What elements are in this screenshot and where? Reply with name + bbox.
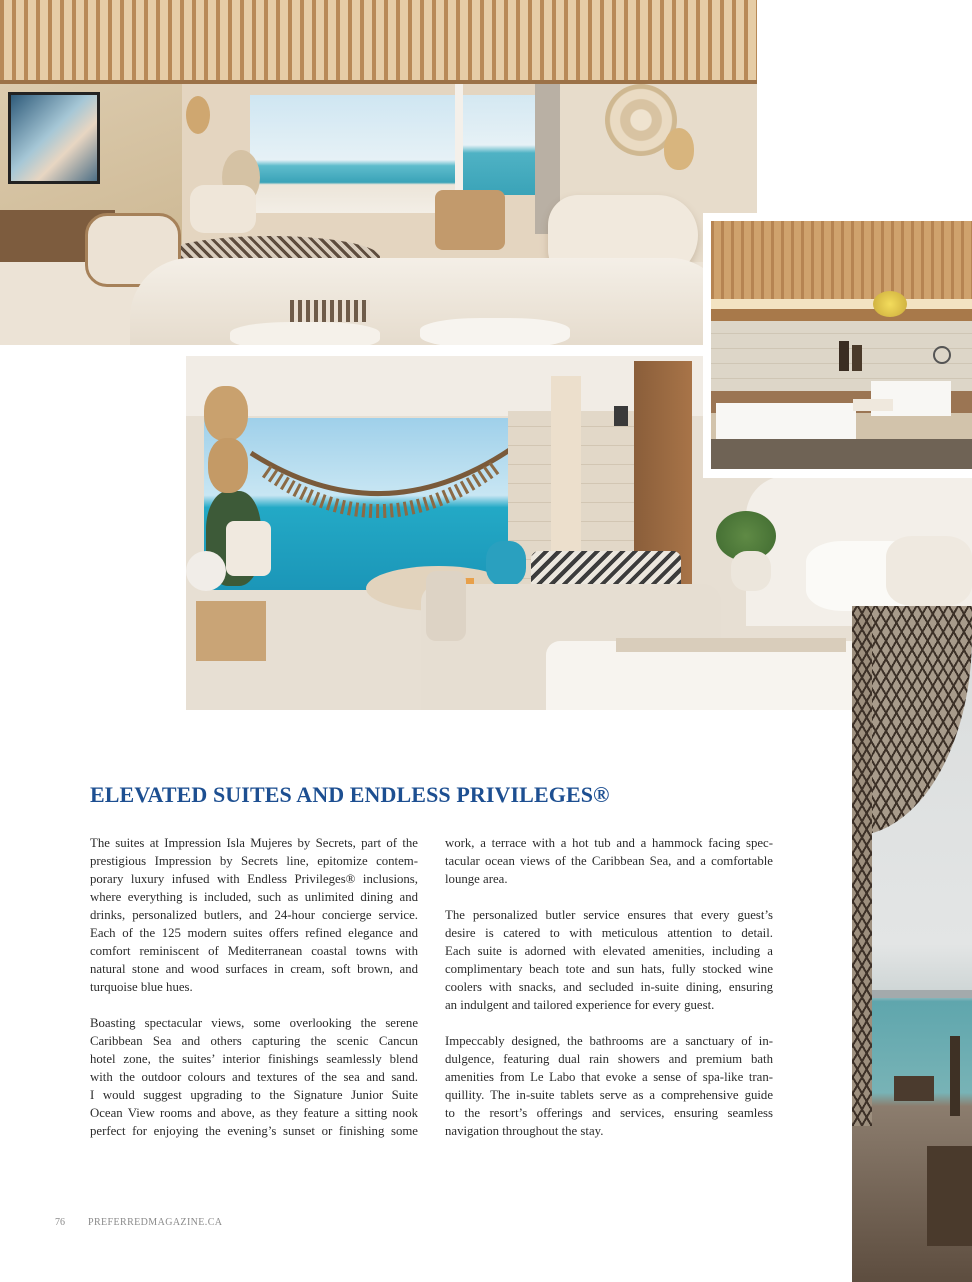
paragraph	[445, 834, 773, 888]
sofa-arm	[426, 571, 466, 641]
lattice-column	[852, 606, 872, 1126]
magazine-website: PREFERREDMAGAZINE.CA	[88, 1217, 223, 1228]
woven-pendant-lamp	[208, 438, 248, 493]
text-line: with the outdoor colours and textures of the sea and sand.	[90, 1070, 418, 1084]
text-line: Each suite is adorned with elevated amenities, including a	[445, 944, 773, 958]
text-line: coolers with snacks, and secluded in-suite dining, ensuring	[445, 980, 773, 994]
text-line: comfort reminiscent of Mediterranean coastal towns with	[90, 944, 418, 958]
towels	[853, 399, 893, 411]
text-line: Ocean View rooms and above, as they feature a sitting nook	[90, 1106, 418, 1120]
text-line: an indulgent and tailored experience for every guest.	[445, 998, 715, 1012]
text-line: lounge area.	[445, 872, 508, 886]
distant-skyline	[872, 990, 972, 998]
lounge-chair	[894, 1076, 934, 1101]
desk	[196, 601, 266, 661]
text-line: dulgence, featuring dual rain showers and premium bath	[445, 1052, 773, 1066]
text-line: The suites at Impression Isla Mujeres by Secrets, part of the	[90, 836, 418, 850]
amenity-bottle	[852, 345, 862, 371]
text-line: natural stone and wood surfaces in cream, soft brown, and	[90, 962, 418, 976]
lounge-chair	[435, 190, 505, 250]
text-line: turquoise blue hues.	[90, 980, 193, 994]
wood-panelling	[711, 221, 972, 309]
plant-pot	[731, 551, 771, 591]
text-line: Each of the 125 modern suites offers refined elegance and	[90, 926, 418, 940]
sink	[716, 403, 856, 443]
dock-post	[950, 1036, 960, 1116]
wall-lamp	[614, 406, 628, 426]
text-column-1	[90, 834, 418, 1158]
pillow	[420, 318, 570, 345]
hammock	[246, 441, 516, 551]
text-line: work, a terrace with a hot tub and a hammock facing spec-	[445, 836, 773, 850]
dock-lattice-photo	[852, 606, 972, 1282]
text-line: perfect for enjoying the evening’s sunset or finishing some	[90, 1124, 418, 1138]
text-line: tacular ocean views of the Caribbean Sea, and a comfortable	[445, 854, 773, 868]
page-number: 76	[55, 1217, 65, 1228]
text-line: quillity. The in-suite tablets serve as a comprehensive guide	[445, 1088, 773, 1102]
text-line: porary luxury infused with Endless Privileges® inclusions,	[90, 872, 418, 886]
wooden-bench	[927, 1146, 972, 1246]
paragraph	[445, 1032, 773, 1140]
text-line: navigation throughout the stay.	[445, 1124, 604, 1138]
lower-cabinet	[711, 439, 972, 469]
bed-runner	[616, 638, 846, 652]
amenity-bottle	[839, 341, 849, 371]
text-line: prestigious Impression by Secrets line, epitomize contem-	[90, 854, 418, 868]
paragraph	[90, 834, 418, 996]
suite-interior-photo	[0, 0, 757, 345]
vanity-mirror	[933, 346, 951, 364]
bathroom-photo	[711, 221, 972, 469]
wood-shelf	[711, 309, 972, 321]
pillow	[886, 536, 972, 606]
woven-pendant-lamp	[204, 386, 248, 441]
text-line: desire is catered to with meticulous attention to detail.	[445, 926, 773, 940]
text-line: amenities from Le Labo that evoke a sense of spa-like tran-	[445, 1070, 773, 1084]
text-line: to the resort’s offerings and services, ensuring seamless	[445, 1106, 773, 1120]
yellow-flowers	[873, 291, 907, 317]
slatted-wood-ceiling	[0, 0, 757, 84]
text-line: Boasting spectacular views, some overlooking the serene	[90, 1016, 418, 1030]
bathroom-photo-frame	[703, 213, 972, 478]
terrace-chair	[226, 521, 271, 576]
text-line: hotel zone, the suites’ interior finishings seamlessly blend	[90, 1052, 418, 1066]
terrace-view	[463, 95, 535, 195]
pendant-lamp	[664, 128, 694, 170]
text-line: Impeccably designed, the bathrooms are a sanctuary of in-	[445, 1034, 773, 1048]
text-line: Caribbean Sea and others capturing the scenic Cancun	[90, 1034, 418, 1048]
paragraph	[90, 1014, 418, 1140]
light-strip	[711, 299, 972, 309]
wall-tv	[8, 92, 100, 184]
article-heading: ELEVATED SUITES AND ENDLESS PRIVILEGES®	[90, 782, 610, 807]
text-line: The personalized butler service ensures that every guest’s	[445, 908, 773, 922]
blue-vases	[486, 541, 526, 586]
ocean-view-window	[250, 95, 455, 213]
pillow	[230, 322, 380, 345]
text-line: where everything is included, such as unlimited dining and	[90, 890, 418, 904]
striped-pillow	[290, 300, 370, 322]
text-line: I would suggest upgrading to the Signature Junior Suite	[90, 1088, 418, 1102]
armchair	[190, 185, 256, 233]
text-line: complimentary beach tote and sun hats, fully stocked wine	[445, 962, 773, 976]
text-column-2	[445, 834, 773, 1158]
text-line: drinks, personalized butlers, and 24-hour concierge service.	[90, 908, 418, 922]
paragraph	[445, 906, 773, 1014]
desk-lamp	[186, 551, 226, 591]
pendant-lamp	[186, 96, 210, 134]
